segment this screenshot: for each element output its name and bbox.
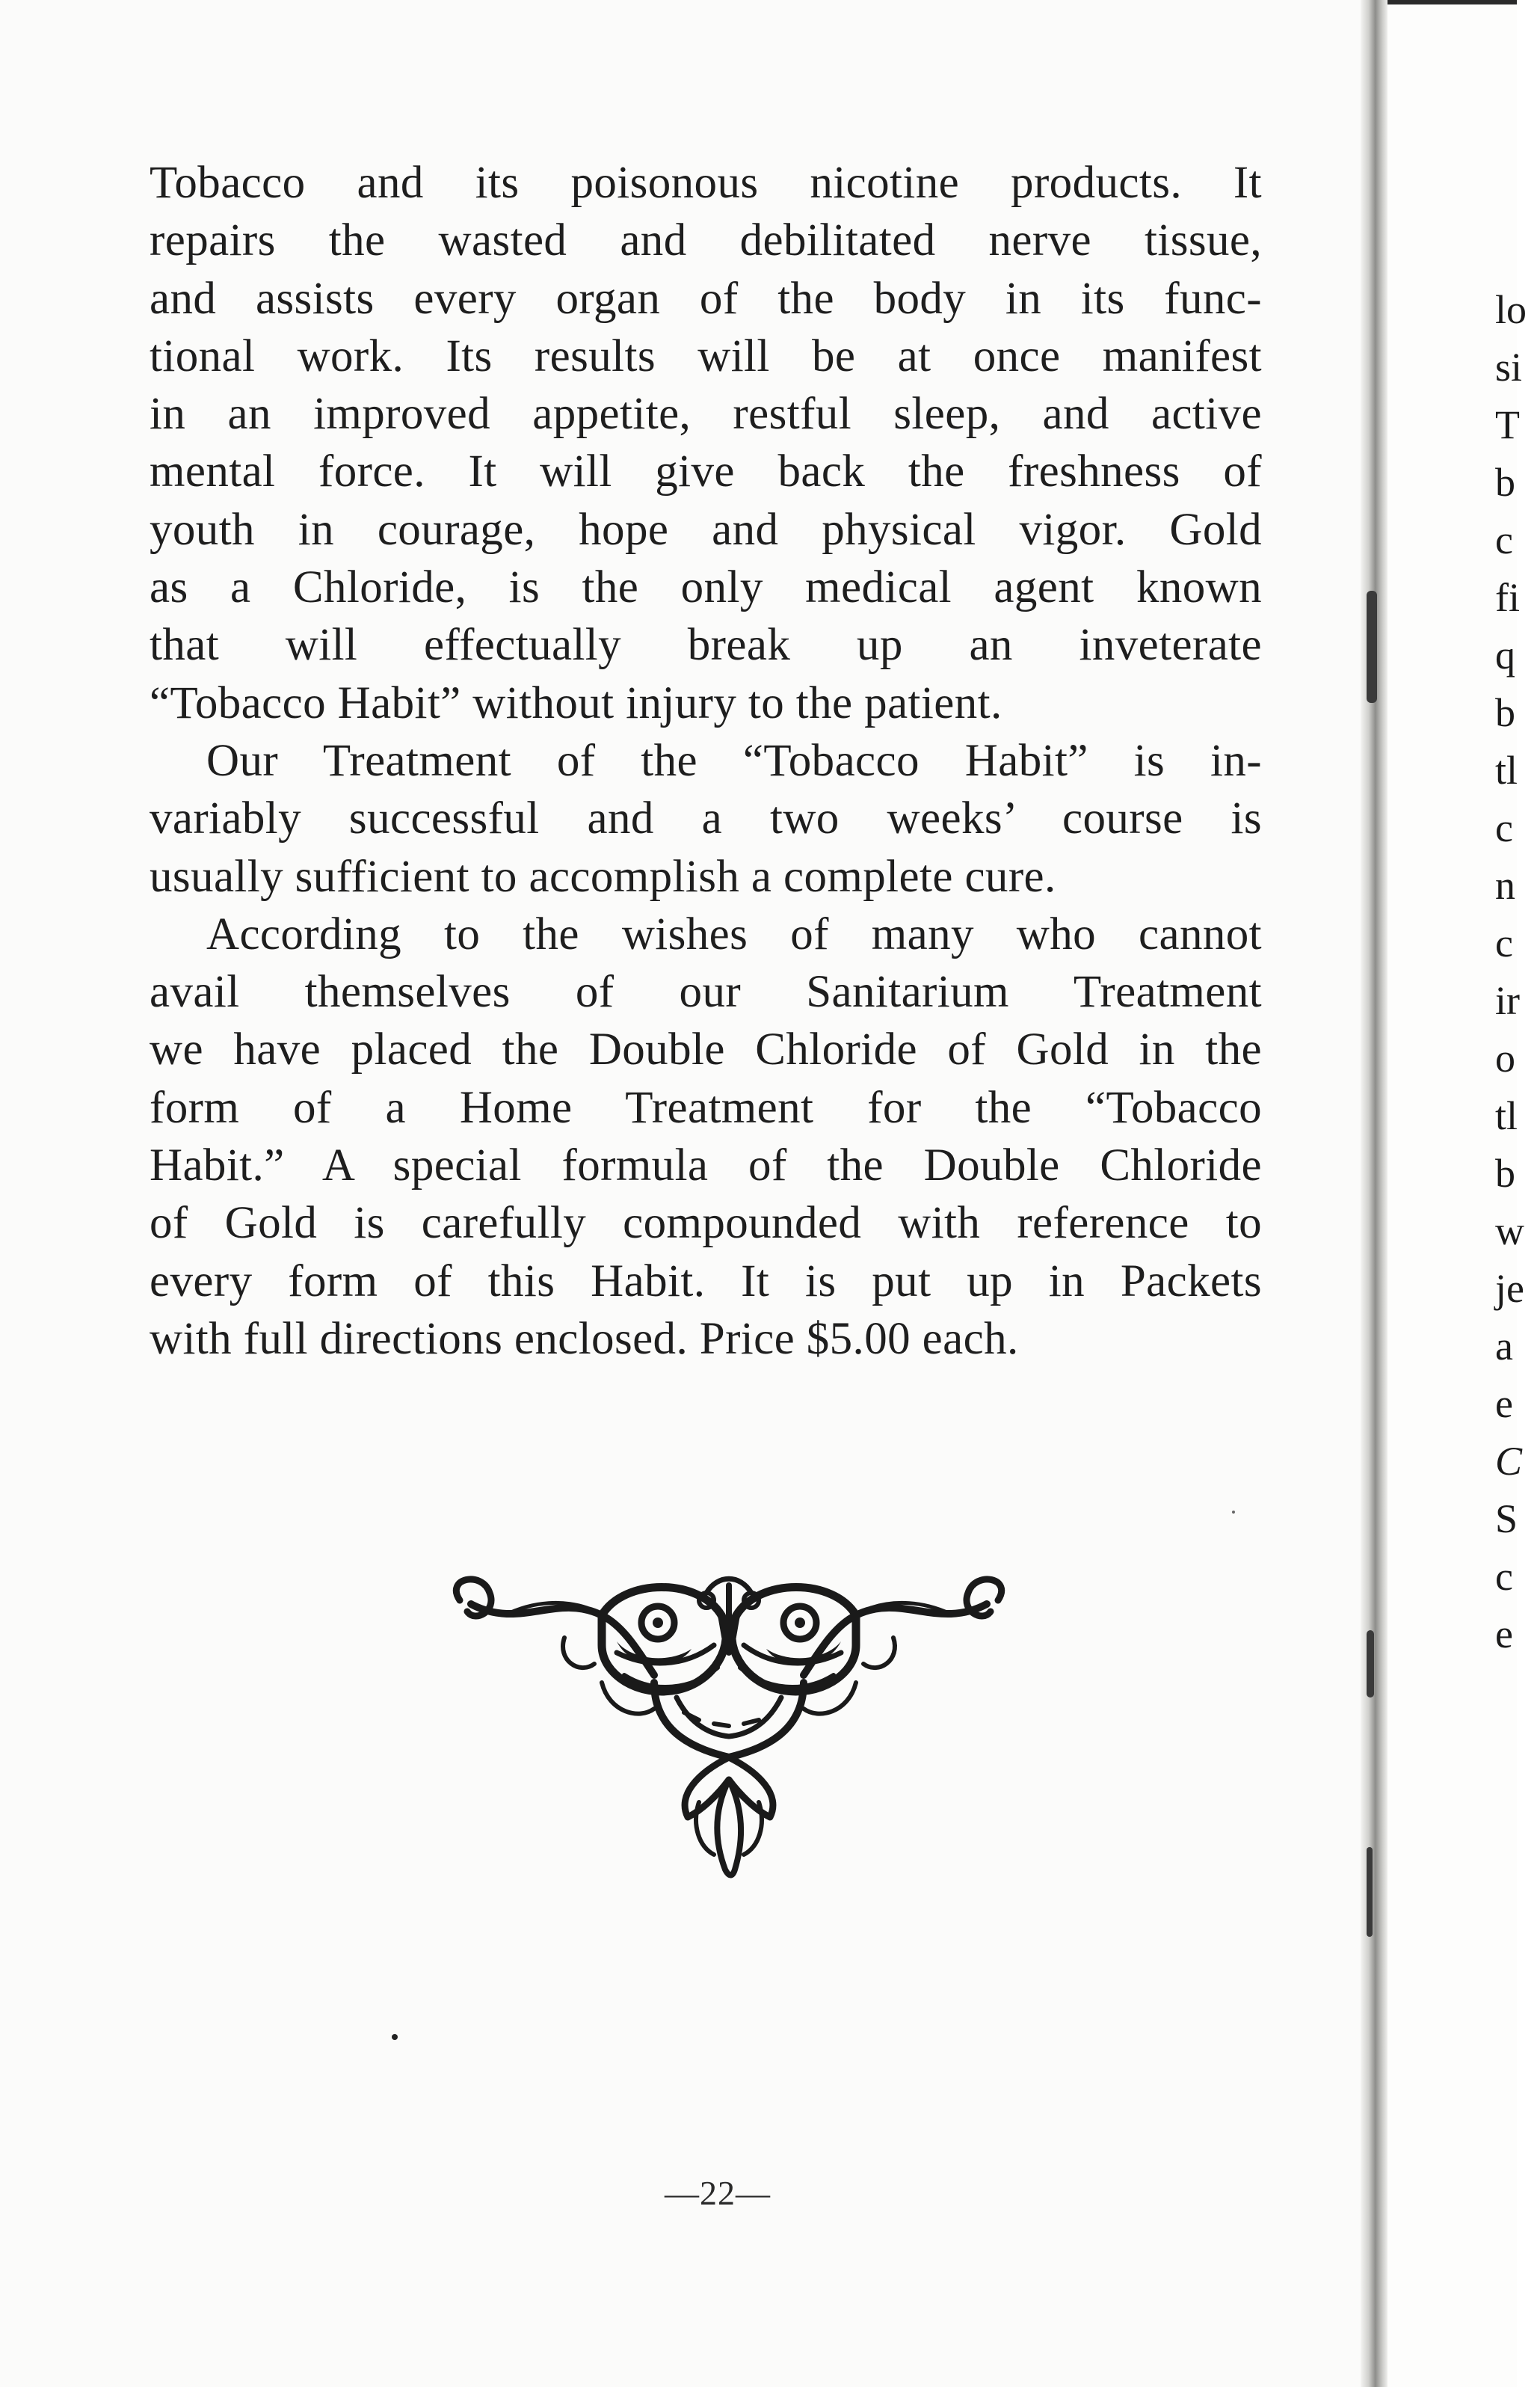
text-line: with full directions enclosed. Price $5.00 each.	[150, 1313, 1019, 1364]
ink-speck	[392, 2034, 398, 2040]
text-line: we have placed the Double Chloride of Gold in the	[150, 1024, 1262, 1075]
body-text	[150, 154, 1262, 1368]
text-line: repairs the wasted and debilitated nerve tissue,	[150, 215, 1262, 266]
text-line: usually sufficient to accomplish a complete cure.	[150, 851, 1056, 902]
facing-page-line-fragment: b	[1495, 1151, 1515, 1196]
facing-page-line-fragment: a	[1495, 1324, 1513, 1368]
book-gutter	[1361, 0, 1387, 2387]
facing-page-line-fragment: c	[1495, 805, 1513, 850]
page-number: —22—	[665, 2174, 771, 2212]
paragraph	[150, 906, 1262, 1368]
text-line: in an improved appetite, restful sleep, and active	[150, 389, 1262, 440]
facing-page-line-fragment: fi	[1495, 575, 1520, 620]
facing-page-line-fragment: b	[1495, 460, 1515, 505]
paragraph	[150, 732, 1262, 906]
facing-page-line-fragment: c	[1495, 517, 1513, 562]
facing-page-line-fragment: S	[1495, 1496, 1518, 1541]
text-line: youth in courage, hope and physical vigor. Gold	[150, 504, 1262, 555]
facing-page-line-fragment: n	[1495, 863, 1515, 908]
facing-page-line-fragment: si	[1495, 345, 1523, 390]
text-line: avail themselves of our Sanitarium Treatment	[150, 967, 1262, 1018]
facing-page-line-fragment: c	[1495, 1554, 1513, 1599]
text-line: Tobacco and its poisonous nicotine products. It	[150, 158, 1262, 208]
facing-page-line-fragment: C	[1495, 1439, 1523, 1484]
text-line: of Gold is carefully compounded with reference to	[150, 1198, 1262, 1249]
gutter-shadow-mark	[1367, 1847, 1373, 1937]
text-line: and assists every organ of the body in its func-	[150, 273, 1262, 324]
text-line: mental force. It will give back the freshness of	[150, 446, 1262, 497]
text-line: variably successful and a two weeks’ course is	[150, 793, 1262, 844]
facing-page-line-fragment: q	[1495, 633, 1515, 678]
scroll-dolphin-ornament-icon	[430, 1570, 1028, 1899]
text-line: tional work. Its results will be at once manifest	[150, 331, 1262, 381]
facing-page-line-fragment: je	[1495, 1266, 1524, 1311]
text-line: as a Chloride, is the only medical agent known	[150, 562, 1262, 613]
ink-speck	[1232, 1511, 1235, 1514]
facing-page-line-fragment: lo	[1495, 287, 1527, 332]
facing-page-line-fragment: w	[1495, 1208, 1524, 1253]
facing-page-line-fragment: c	[1495, 921, 1513, 965]
facing-page-line-fragment: tl	[1495, 1093, 1518, 1138]
gutter-shadow-mark	[1367, 1630, 1374, 1698]
facing-page-line-fragment: b	[1495, 690, 1515, 735]
text-line: Habit.” A special formula of the Double Chloride	[150, 1140, 1262, 1191]
text-line: “Tobacco Habit” without injury to the patient.	[150, 678, 1002, 728]
facing-page-text-fragment	[1495, 281, 1540, 1663]
paragraph	[150, 154, 1262, 732]
facing-page-line-fragment: ir	[1495, 978, 1520, 1023]
text-line: that will effectually break up an inveterate	[150, 620, 1262, 671]
facing-page-line-fragment: tl	[1495, 748, 1518, 793]
facing-page-line-fragment: T	[1495, 402, 1520, 447]
facing-page-line-fragment: o	[1495, 1036, 1515, 1081]
facing-page-line-fragment: e	[1495, 1612, 1513, 1656]
facing-page-line-fragment: e	[1495, 1381, 1513, 1426]
text-line: every form of this Habit. It is put up in Packets	[150, 1256, 1262, 1306]
text-line: Our Treatment of the “Tobacco Habit” is in-	[206, 735, 1262, 786]
text-line: form of a Home Treatment for the “Tobacco	[150, 1082, 1262, 1133]
gutter-shadow-mark	[1367, 591, 1377, 703]
text-line: According to the wishes of many who cannot	[206, 909, 1262, 959]
